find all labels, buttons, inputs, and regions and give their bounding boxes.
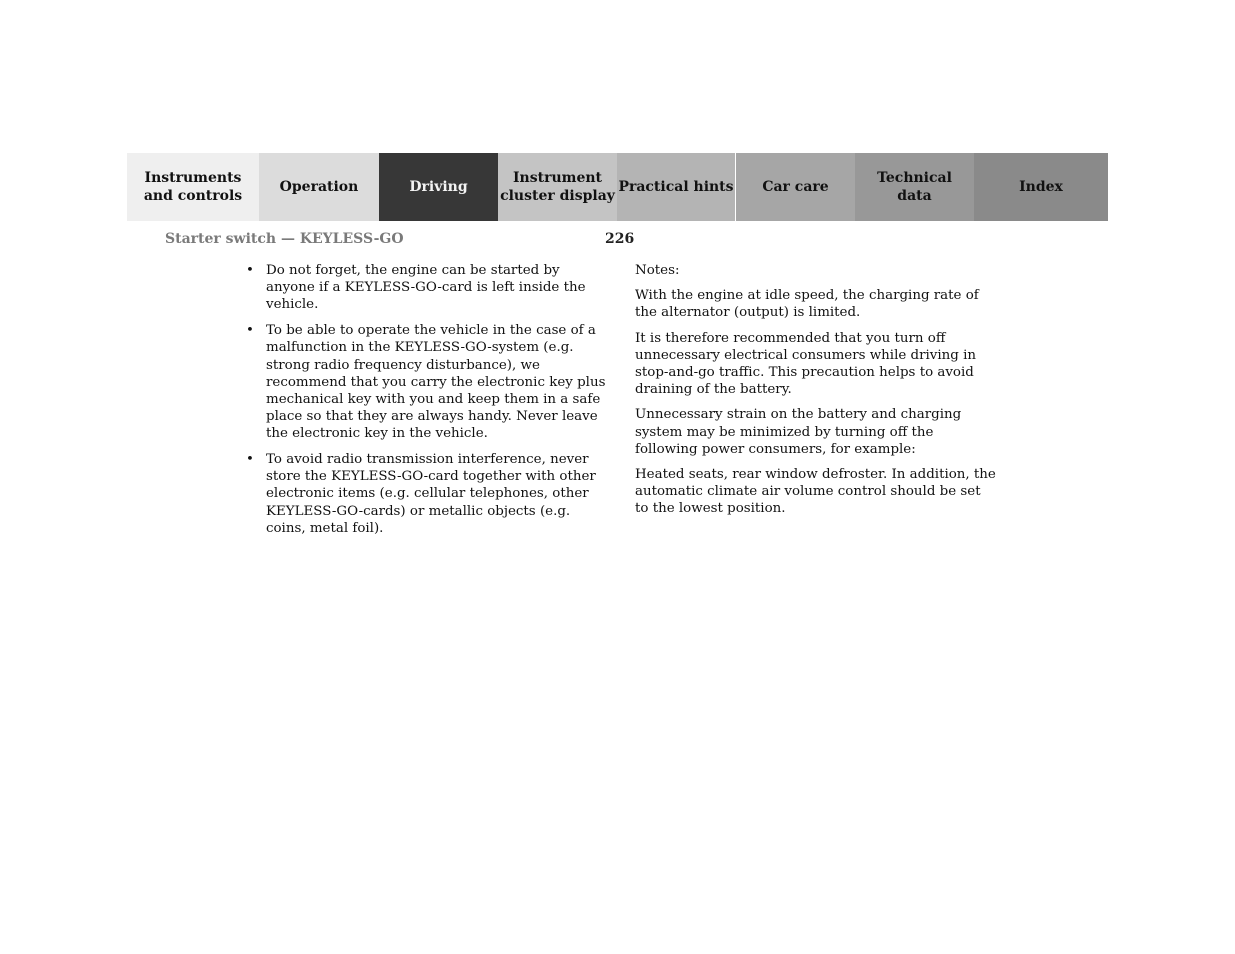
tab-driving[interactable]: Driving bbox=[379, 153, 498, 221]
list-item bbox=[246, 322, 606, 442]
tab-car-care[interactable]: Car care bbox=[736, 153, 855, 221]
section-title: Starter switch — KEYLESS-GO bbox=[165, 231, 404, 247]
list-item-text: Do not forget, the engine can be started by anyone if a KEYLESS-GO-card is left inside the vehicle. bbox=[266, 263, 586, 313]
tab-operation[interactable]: Operation bbox=[259, 153, 379, 221]
note-paragraph: Heated seats, rear window defroster. In addition, the automatic climate air volume control should be set to the lowest position. bbox=[635, 467, 996, 517]
tab-practical-hints[interactable]: Practical hints bbox=[617, 153, 736, 221]
list-item bbox=[246, 451, 606, 537]
bullet-icon: • bbox=[246, 323, 254, 339]
bullet-icon: • bbox=[246, 452, 254, 468]
page-number: 226 bbox=[605, 231, 635, 247]
chapter-navigation bbox=[127, 153, 1108, 221]
tab-instruments-and-controls[interactable]: Instruments and controls bbox=[127, 153, 259, 221]
list-item-text: To avoid radio transmission interference, never store the KEYLESS-GO-card together with other electronic items (e.g. cellular telephones, other KEYLESS-GO-cards) or metallic objects (e.g. coins, metal foil). bbox=[266, 452, 596, 536]
notes-heading: Notes: bbox=[635, 263, 680, 278]
note-paragraph: It is therefore recommended that you turn off unnecessary electrical consumers while driving in stop-and-go traffic. This precaution helps to avoid draining of the battery. bbox=[635, 330, 977, 398]
left-column bbox=[246, 262, 606, 546]
note-paragraph: Unnecessary strain on the battery and charging system may be minimized by turning off the following power consumers, for example: bbox=[635, 407, 962, 457]
list-item-text: To be able to operate the vehicle in the case of a malfunction in the KEYLESS-GO-system (e.g. strong radio frequency disturbance), we recommend that you carry the electronic key plus mechanical key with you and keep them in a safe place so that they are always handy. Never leave the electronic key in the vehicle. bbox=[266, 323, 606, 442]
right-column bbox=[635, 262, 997, 526]
tab-technical-data[interactable]: Technical data bbox=[855, 153, 974, 221]
bullet-icon: • bbox=[246, 263, 254, 278]
tab-instrument-cluster-display[interactable]: Instrument cluster display bbox=[498, 153, 617, 221]
list-item bbox=[246, 262, 606, 314]
tab-index[interactable]: Index bbox=[974, 153, 1108, 221]
note-paragraph: With the engine at idle speed, the charging rate of the alternator (output) is limited. bbox=[635, 288, 979, 321]
